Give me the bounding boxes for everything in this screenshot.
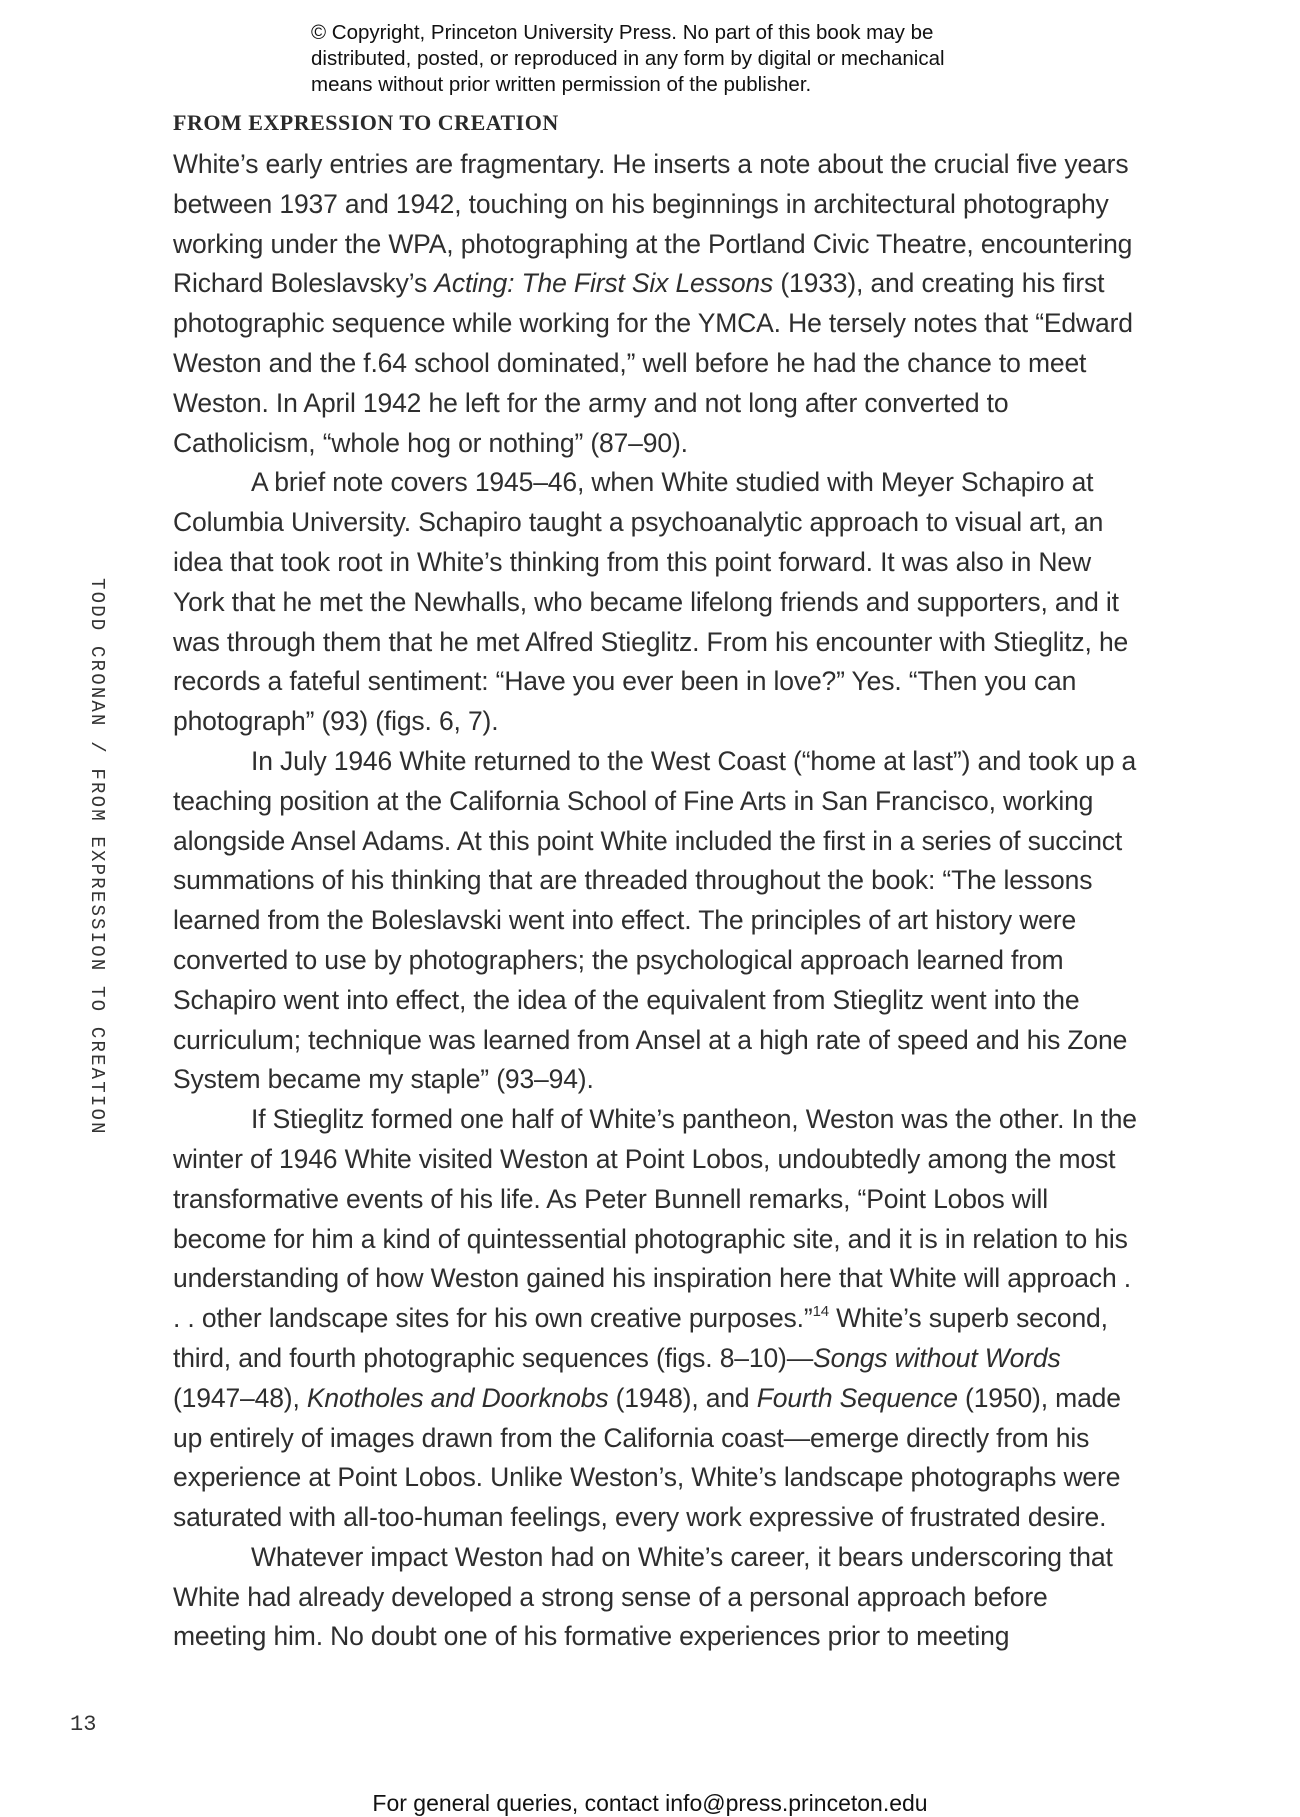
running-head: TODD CRONAN / FROM EXPRESSION TO CREATION	[86, 578, 108, 1136]
paragraph-1: White’s early entries are fragmentary. He inserts a note about the crucial five years between 1937 and 1942, touching on his beginnings in architectural photography working under the WPA, photographing at the Portland Civic Theatre, encountering Richard Boleslavsky’s Acting: The First Six Lessons (1933), and creating his first photographic sequence while working for the YMCA. He tersely notes that “Edward Weston and the f.64 school dominated,” well before he had the chance to meet Weston. In April 1942 he left for the army and not long after converted to Catholicism, “whole hog or nothing” (87–90).	[173, 149, 1133, 458]
paragraph-3: In July 1946 White returned to the West Coast (“home at last”) and took up a teaching position at the California School of Fine Arts in San Francisco, working alongside Ansel Adams. At this point White included the first in a series of succinct summations of his thinking that are threaded throughout the book: “The lessons learned from the Boleslavski went into effect. The principles of art history were converted to use by photographers; the psychological approach learned from Schapiro went into effect, the idea of the equivalent from Stieglitz went into the curriculum; technique was learned from Ansel at a high rate of speed and his Zone System became my staple” (93–94).	[173, 745, 1137, 1095]
copyright-line: distributed, posted, or reproduced in any form by digital or mechanical	[311, 47, 945, 70]
paragraph-5: Whatever impact Weston had on White’s career, it bears underscoring that White had already developed a strong sense of a personal approach before meeting him. No doubt one of his formative experiences prior to meeting	[173, 1541, 1113, 1652]
copyright-notice	[311, 20, 1051, 98]
sequence-title: Fourth Sequence	[756, 1382, 958, 1413]
footnote-reference: 14	[812, 1303, 829, 1321]
copyright-line: © Copyright, Princeton University Press. No part of this book may be	[311, 21, 934, 44]
paragraph-2: A brief note covers 1945–46, when White studied with Meyer Schapiro at Columbia University. Schapiro taught a psychoanalytic approach to visual art, an idea that took root in White’s thinking from this point forward. It was also in New York that he met the Newhalls, who became lifelong friends and supporters, and it was through them that he met Alfred Stieglitz. From his encounter with Stieglitz, he records a fateful sentiment: “Have you ever been in love?” Yes. “Then you can photograph” (93) (figs. 6, 7).	[173, 467, 1129, 737]
paragraph-4: If Stieglitz formed one half of White’s pantheon, Weston was the other. In the winter of 1946 White visited Weston at Point Lobos, undoubtedly among the most transformative events of his life. As Peter Bunnell remarks, “Point Lobos will become for him a kind of quintessential photographic site, and it is in relation to his understanding of how Weston gained his inspiration here that White will approach . . . other landscape sites for his own creative purposes.”$^{14}$ White’s superb second, third, and fourth photographic sequences (figs. 8–10)—Songs without Words (1947–48), Knotholes and Doorknobs (1948), and Fourth Sequence (1950), made up entirely of images drawn from the California coast—emerge directly from his experience at Point Lobos. Unlike Weston’s, White’s landscape photographs were saturated with all-too-human feelings, every work expressive of frustrated desire.	[173, 1104, 1137, 1533]
section-heading: FROM EXPRESSION TO CREATION	[173, 110, 559, 135]
footer-contact: For general queries, contact info@press.princeton.edu	[372, 1790, 928, 1816]
copyright-line: means without prior written permission of the publisher.	[311, 73, 812, 96]
body-text	[173, 145, 1138, 1657]
book-title: Acting: The First Six Lessons	[434, 268, 774, 299]
sequence-title: Songs without Words	[813, 1342, 1061, 1373]
sequence-title: Knotholes and Doorknobs	[306, 1382, 609, 1413]
page-number: 13	[70, 1712, 97, 1737]
